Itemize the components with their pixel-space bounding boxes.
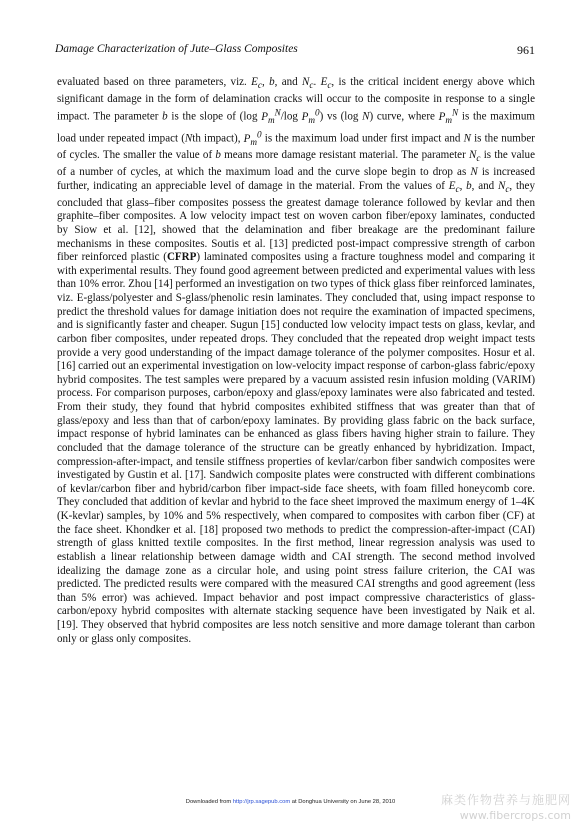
footer-suffix: at Donghua University on June 28, 2010 (290, 799, 396, 805)
body-paragraph: evaluated based on three parameters, viz. $E_c$, b, and $N_c$. $E_c$, is the critical incident energy above which significant damage in the form of delamination cracks will occur to the composite in response to a single impact. The parameter b is the slope of (log $P_m^N/\log$ $P_m^0$) vs (log N) curve, where $P_m^N$ is the maximum load under repeated impact (Nth impact), $P_m^0$ is the maximum load under first impact and N is the number of cycles. The smaller the value of b means more damage resistant material. The parameter $N_c$ is the value of a number of cycles, at which the maximum load and the curve slope begin to drop as N is increased further, indicating an appreciable level of damage in the material. From the values of $E_c$, b, and $N_c$, they concluded that glass–fiber composites possess the greatest damage tolerance followed by kevlar and then graphite–fiber composites. A low velocity impact test on woven carbon fiber/epoxy laminates, conducted by Siow et al. [12], showed that the delamination and fiber breakage are the predominant failure mechanisms in these composites. Soutis et al. [13] predicted post-impact compressive strength of carbon fiber reinforced plastic (CFRP) laminated composites using a fracture toughness model and comparing it with experimental results. They found good agreement between predicted and experimental values with less than 10% error. Zhou [14] performed an investigation on two types of thick glass fiber reinforced laminates, viz. E-glass/polyester and S-glass/phenolic resin laminates. They concluded that, using impact response to predict the threshold values for damage initiation does not require the examination of impacted specimens, and is significantly faster and cheaper. Sugun [15] conducted low velocity impact tests on glass, kevlar, and carbon fiber composites, under repeated drops. They concluded that the repeated drop weight impact tests provide a very good understanding of the impact damage tolerance of the polymer composites. Hosur et al. [16] carried out an experimental investigation on low-velocity impact response of carbon-glass fabric/epoxy hybrid composites. The test samples were prepared by a vacuum assisted resin infusion molding (VARIM) process. For comparison purposes, carbon/epoxy and glass/epoxy laminates were also fabricated and tested. From their study, they found that hybrid composites exhibited stiffness that was greater than that of glass/epoxy and less than that of carbon/epoxy laminates. By providing glass fabric on the back surface, impact response of hybrid laminates can be enhanced as glass fibers having higher strain to failure. They concluded that the damage tolerance of the structure can be greatly enhanced by hybridization. Impact, compression-after-impact, and tensile stiffness properties of kevlar/carbon fiber sandwich composites were investigated by Gustin et al. [17]. Sandwich composite plates were constructed with different combinations of kevlar/carbon fiber and hybrid/carbon fiber impact-side face sheets, with foam filled honeycomb core. They concluded that addition of kevlar and hybrid to the face sheet improved the maximum energy of 1–4K (K-kevlar) samples, by 10% and 5% respectively, when compared to composites with carbon fiber (CF) at the face sheet. Khondker et al. [18] proposed two methods to predict the compression-after-impact (CAI) strength of glass knitted textile composites. In the first method, linear regression analysis was used to establish a linear relationship between damage width and CAI strength. The second method involved idealizing the damage zone as a circular hole, and using point stress failure criterion, the CAI was predicted. The predicted results were compared with the measured CAI strengths and good agreement (less than 5% error) was achieved. Impact behavior and post impact compressive characteristics of glass-carbon/epoxy hybrid composites with alternate stacking sequence have been investigated by Naik et al. [19]. They observed that hybrid composites are less notch sensitive and more damage tolerant than carbon only or glass only composites. (57, 76, 536, 645)
page-number: 961 (517, 43, 535, 57)
body-text (57, 76, 535, 646)
watermark-line2: www.fibercrops.com (459, 809, 571, 822)
running-title: Damage Characterization of Jute–Glass Composites (55, 43, 298, 55)
footer-link[interactable]: http://jrp.sagepub.com (232, 799, 291, 805)
site-watermark (431, 791, 571, 822)
running-header (55, 43, 535, 59)
footer-prefix: Downloaded from (185, 799, 233, 805)
watermark-line1: 麻类作物营养与施肥网 (440, 793, 571, 807)
